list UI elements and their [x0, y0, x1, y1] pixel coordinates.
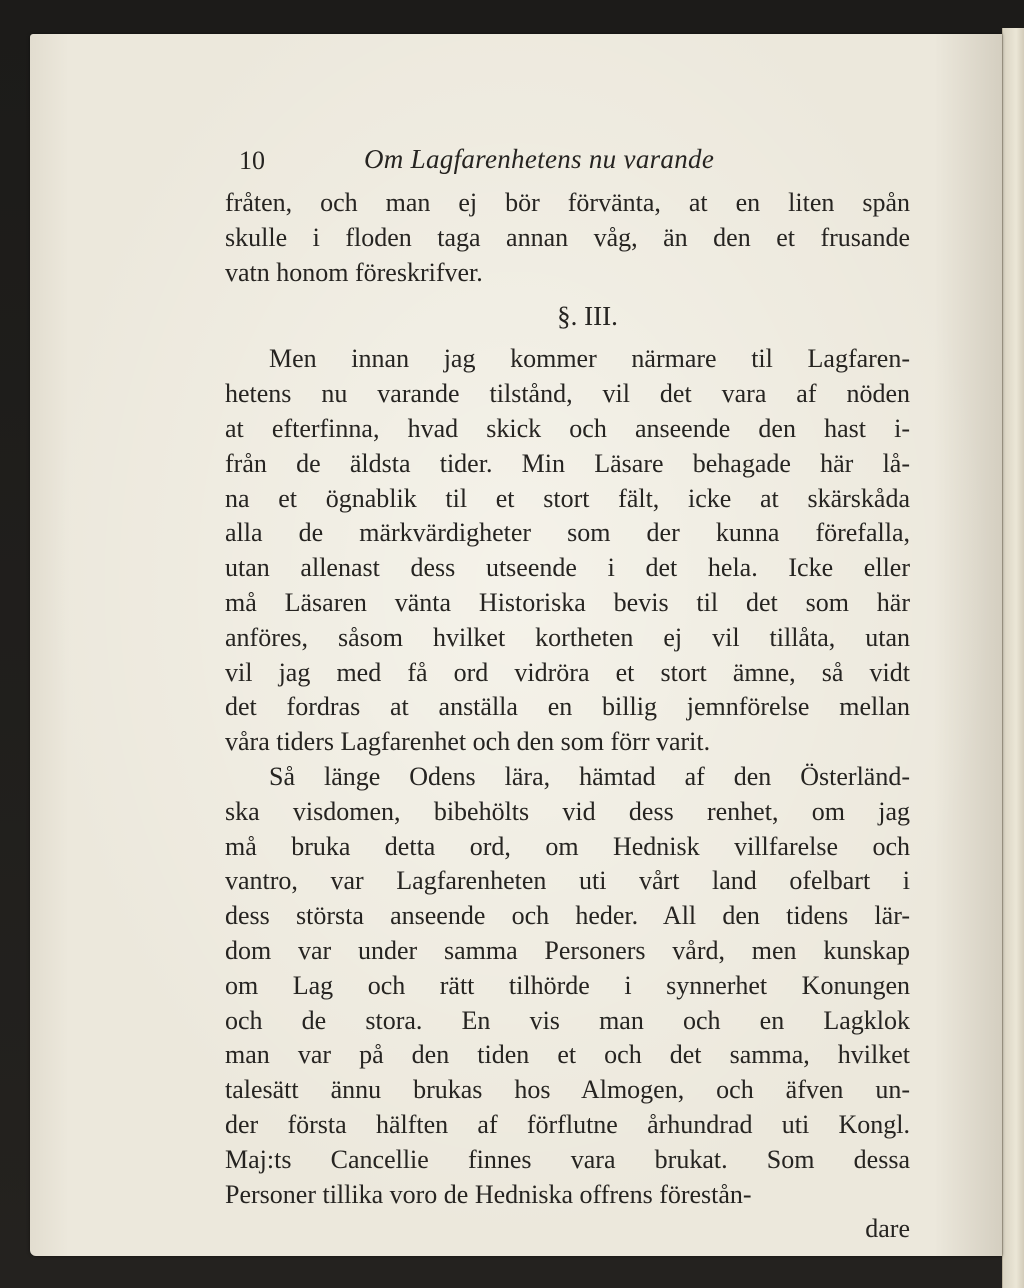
- catchword: dare: [865, 1214, 910, 1244]
- text-line: det fordras at anställa en billig jemnförelse mellan: [225, 692, 910, 722]
- text-line: at efterfinna, hvad skick och anseende den hast i-: [225, 413, 910, 443]
- paragraph-3: [225, 760, 910, 1212]
- text-line: vantro, var Lagfarenheten uti vårt land ofelbart i: [225, 866, 910, 896]
- text-line: utan allenast dess utseende i det hela. Icke eller: [225, 553, 910, 583]
- running-title: Om Lagfarenhetens nu varande: [364, 144, 715, 174]
- text-line: från de äldsta tider. Min Läsare behagade här lå-: [225, 448, 910, 478]
- text-line: vatn honom föreskrifver.: [225, 257, 483, 287]
- text-line: och de stora. En vis man och en Lagklok: [225, 1005, 910, 1035]
- text-line: na et ögnablik til et stort fält, icke at skärskåda: [225, 483, 910, 513]
- section-heading: §. III.: [557, 301, 618, 332]
- page-number: 10: [239, 146, 265, 175]
- text-line: skulle i floden taga annan våg, än den et frusande: [225, 222, 910, 252]
- paragraph-1: [225, 186, 910, 290]
- text-line: Så länge Odens lära, hämtad af den Österländ-: [269, 761, 910, 791]
- text-line: der första hälften af förflutne århundrad uti Kongl.: [225, 1109, 910, 1139]
- text-line: vil jag med få ord vidröra et stort ämne, så vidt: [225, 657, 910, 687]
- text-line: anföres, såsom hvilket kortheten ej vil tillåta, utan: [225, 622, 910, 652]
- text-block: [225, 138, 910, 1246]
- running-head: [225, 138, 910, 186]
- text-line: dom var under samma Personers vård, men kunskap: [225, 935, 910, 965]
- text-line: om Lag och rätt tilhörde i synnerhet Konungen: [225, 970, 910, 1000]
- text-line: man var på den tiden et och det samma, hvilket: [225, 1040, 910, 1070]
- text-line: Maj:ts Cancellie finnes vara brukat. Som dessa: [225, 1144, 910, 1174]
- text-line: må bruka detta ord, om Hednisk villfarelse och: [225, 831, 910, 861]
- text-line: hetens nu varande tilstånd, vil det vara af nöden: [225, 379, 910, 409]
- text-line: våra tiders Lagfarenhet och den som förr varit.: [225, 727, 711, 757]
- text-line: Personer tillika voro de Hedniska offrens förestån-: [225, 1179, 752, 1209]
- book-page: [30, 34, 1002, 1256]
- text-line: ska visdomen, bibehölts vid dess renhet, om jag: [225, 796, 910, 826]
- text-line: Men innan jag kommer närmare til Lagfaren-: [269, 344, 910, 374]
- text-line: alla de märkvärdigheter som der kunna förefalla,: [225, 518, 910, 548]
- paragraph-2: [225, 342, 910, 760]
- text-line: må Läsaren vänta Historiska bevis til det som här: [225, 587, 910, 617]
- text-line: dess största anseende och heder. All den tidens lär-: [225, 901, 910, 931]
- text-line: fråten, och man ej bör förvänta, at en liten spån: [225, 188, 910, 217]
- text-line: talesätt ännu brukas hos Almogen, och äfven un-: [225, 1075, 910, 1105]
- adjacent-page-edge: [1002, 28, 1024, 1288]
